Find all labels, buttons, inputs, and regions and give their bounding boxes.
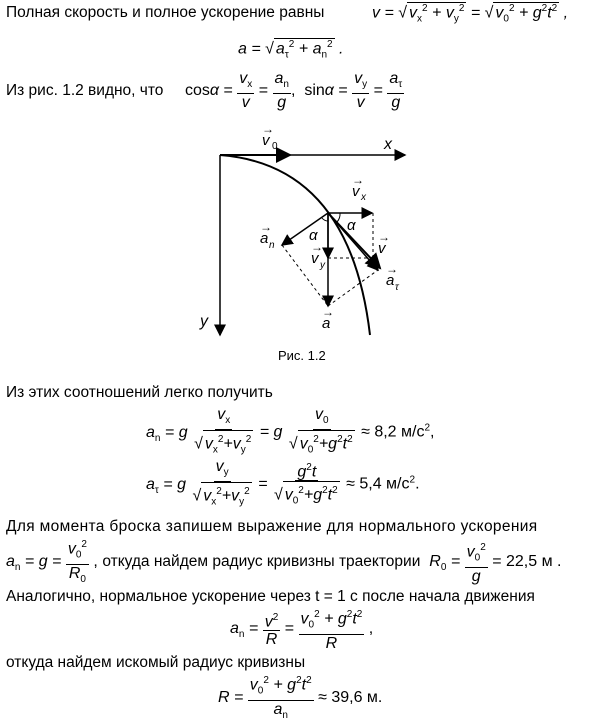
svg-text:→: → <box>352 173 364 187</box>
svg-text:→: → <box>311 240 323 254</box>
formula-cos-sin: cosα = $\frac{v_x}{v}$ = $\frac{a_n}{g}$ , sinα = $\frac{v_y}{v}$ = $\frac{a_\tau}{g}$ <box>185 70 403 112</box>
formula-total-acceleration: a = √ $a_\tau^2 + a_n^2$ . <box>238 39 344 61</box>
figure-caption: Рис. 1.2 <box>278 348 326 363</box>
label-v0: v <box>262 132 270 149</box>
svg-text:→: → <box>378 230 390 244</box>
svg-text:→: → <box>260 220 272 234</box>
formula-velocity: v = √ $v_x^2 + v_y^2$ = √ $v_0^2 + g^2t^2$ , <box>372 3 569 25</box>
text-line-1: Полная скорость и полное ускорение равны <box>6 4 325 21</box>
formula-normal-acceleration: $a_n = g$ $\frac{v_x}{√ v_x^2+v_y^2}$ = g $\frac{v_0}{√ v_0^2+g^2t^2}$ ≈ 8,2 $м/с^2$, <box>146 406 434 459</box>
label-an-sub: n <box>269 240 275 251</box>
label-v: v <box>378 240 386 257</box>
svg-text:→: → <box>322 305 334 319</box>
text-line-7: откуда найдем искомый радиус кривизны <box>6 654 306 671</box>
label-x: x <box>384 136 392 153</box>
r-result: ≈ 39,6 м. <box>318 689 383 707</box>
label-vx: v <box>352 183 360 200</box>
text-line-6: Аналогично, нормальное ускорение через t = 1 с после начала движения <box>6 588 535 605</box>
label-y: y <box>200 313 208 330</box>
label-v0-sub: 0 <box>272 141 278 152</box>
svg-text:→: → <box>386 262 398 276</box>
at-result: ≈ 5,4 м/с <box>346 475 410 493</box>
formula-normal-at-t: $a_n$ = $\frac{v^2}{R}$ = $\frac{v_0^2 + g^2t^2}{R}$ , <box>230 606 373 652</box>
label-a: a <box>322 315 331 332</box>
r0-result: = 22,5 м <box>492 553 553 571</box>
label-at-sub: τ <box>395 282 399 293</box>
label-alpha-2: α <box>309 227 318 244</box>
text-line-5: откуда найдем радиус кривизны траектории <box>102 553 421 571</box>
an-result: ≈ 8,2 м/с <box>361 423 425 441</box>
label-alpha-1: α <box>347 217 356 234</box>
text-line-2: Из рис. 1.2 видно, что <box>6 82 164 99</box>
formula-tangential-acceleration: $a_\tau = g$ $\frac{v_y}{√ v_x^2+v_y^2}$ = $\frac{g^2t}{√ v_0^2+g^2t^2}$ ≈ 5,4 $м/с^2$. <box>146 458 420 511</box>
text-line-3: Из этих соотношений легко получить <box>6 384 273 401</box>
text-line-4: Для момента броска запишем выражение для нормального ускорения <box>6 518 538 535</box>
label-an: a <box>260 230 269 247</box>
label-vy: v <box>311 250 319 267</box>
trajectory-curve <box>220 155 370 335</box>
svg-text:→: → <box>262 122 274 136</box>
label-vx-sub: x <box>361 192 366 203</box>
formula-initial-radius: $a_n = g$ = $\frac{v_0^2}{R_0}$ , откуда найдем радиус кривизны траектории $R_0$ = $\frac{v_0^2}{g}$ = 22,5 м . <box>6 536 561 588</box>
formula-final-radius: R = $\frac{v_0^2 + g^2t^2}{a_n}$ ≈ 39,6 м. <box>218 672 382 724</box>
label-vy-sub: y <box>320 260 325 271</box>
label-at: a <box>386 272 395 289</box>
